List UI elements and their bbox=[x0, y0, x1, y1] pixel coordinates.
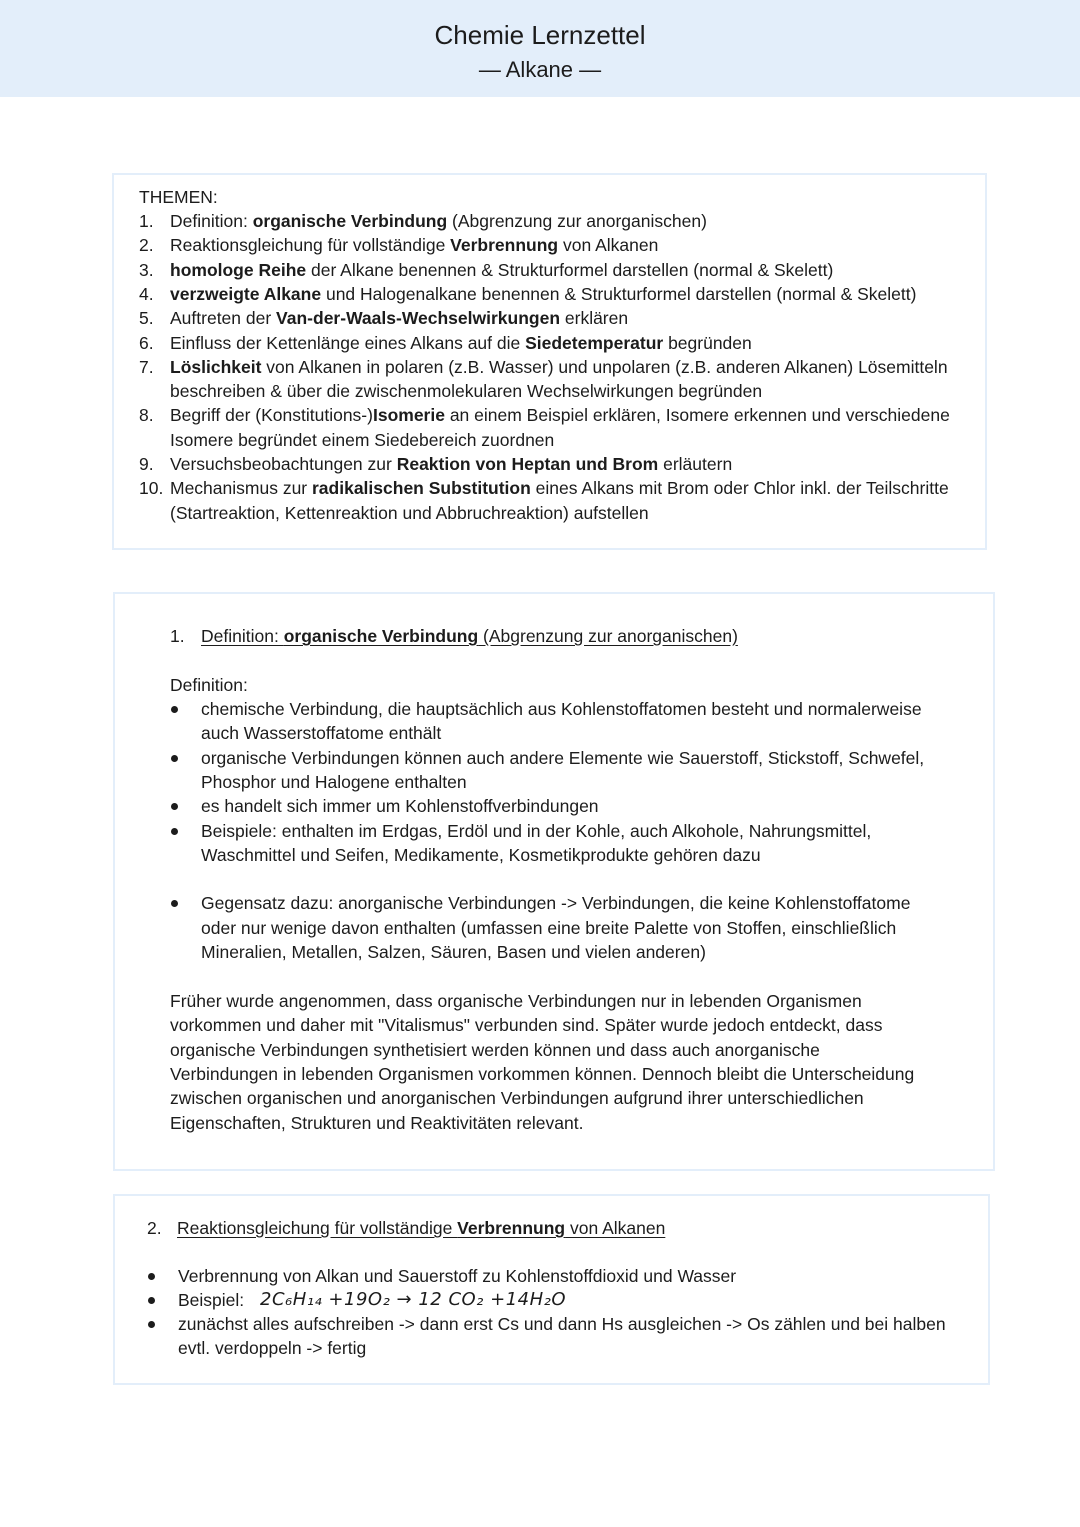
bullet-icon bbox=[148, 1273, 155, 1280]
bullet-icon bbox=[148, 1321, 155, 1328]
handwritten-equation: 2C₆H₁₄ +19O₂ → 12 CO₂ +14H₂O bbox=[260, 1289, 567, 1310]
definition-bullet-line: Phosphor und Halogene enthalten bbox=[201, 771, 467, 792]
example-label: Beispiel: bbox=[178, 1290, 245, 1310]
paragraph-line: Früher wurde angenommen, dass organische Verbindungen nur in lebenden Organismen bbox=[170, 991, 862, 1011]
bullet-icon bbox=[171, 755, 178, 762]
themen-item-number: 1. bbox=[139, 211, 154, 231]
balancing-steps-line2: evtl. verdoppeln -> fertig bbox=[178, 1338, 367, 1358]
themen-item: homologe Reihe der Alkane benennen & Strukturformel darstellen (normal & Skelett) bbox=[170, 259, 834, 280]
bullet-icon bbox=[171, 828, 178, 835]
themen-item-number: 5. bbox=[139, 308, 154, 329]
themen-item-number: 9. bbox=[139, 454, 154, 474]
themen-item-number: 3. bbox=[139, 259, 154, 280]
paragraph-line: Eigenschaften, Strukturen und Reaktivitäten relevant. bbox=[170, 1112, 584, 1133]
themen-heading: THEMEN: bbox=[139, 187, 218, 207]
definition-bullet-line: Gegensatz dazu: anorganische Verbindungen -> Verbindungen, die keine Kohlenstoffatome bbox=[201, 893, 911, 914]
themen-item: Löslichkeit von Alkanen in polaren (z.B. Wasser) und unpolaren (z.B. anderen Alkanen) Lösemitteln bbox=[170, 356, 948, 377]
paragraph-line: zwischen organischen und anorganischen Verbindungen aufgrund ihrer unterschiedlichen bbox=[170, 1088, 864, 1109]
themen-item: Reaktionsgleichung für vollständige Verbrennung von Alkanen bbox=[170, 235, 659, 256]
page-header bbox=[0, 0, 1080, 97]
page-subtitle: — Alkane — bbox=[478, 57, 602, 82]
definition-bullet-line: chemische Verbindung, die hauptsächlich aus Kohlenstoffatomen besteht und normalerweise bbox=[201, 699, 922, 719]
themen-item-number: 6. bbox=[139, 332, 154, 353]
themen-item-continuation: (Startreaktion, Kettenreaktion und Abbruchreaktion) aufstellen bbox=[170, 502, 649, 523]
combustion-description: Verbrennung von Alkan und Sauerstoff zu Kohlenstoffdioxid und Wasser bbox=[178, 1266, 737, 1286]
themen-item: verzweigte Alkane und Halogenalkane benennen & Strukturformel darstellen (normal & Skelett) bbox=[170, 283, 917, 304]
balancing-steps-line1: zunächst alles aufschreiben -> dann erst Cs und dann Hs ausgleichen -> Os zählen und bei halben bbox=[178, 1314, 946, 1334]
themen-item-continuation: beschreiben & über die zwischenmolekularen Wechselwirkungen begründen bbox=[170, 381, 763, 402]
page-title: Chemie Lernzettel bbox=[434, 20, 646, 50]
section1-title: Definition: organische Verbindung (Abgrenzung zur anorganischen) bbox=[201, 626, 738, 646]
themen-item-continuation: Isomere begründet einem Siedebereich zuordnen bbox=[170, 429, 555, 450]
themen-item-number: 4. bbox=[139, 283, 154, 304]
themen-item-number: 10. bbox=[139, 478, 164, 499]
section1-number: 1. bbox=[170, 626, 185, 646]
themen-item: Versuchsbeobachtungen zur Reaktion von Heptan und Brom erläutern bbox=[170, 454, 733, 474]
themen-item: Mechanismus zur radikalischen Substitution eines Alkans mit Brom oder Chlor inkl. der Teilschritte bbox=[170, 478, 949, 499]
paragraph-line: vorkommen und daher mit "Vitalismus" verbunden sind. Später wurde jedoch entdeckt, dass bbox=[170, 1015, 883, 1036]
themen-item-number: 2. bbox=[139, 235, 154, 256]
definition-bullet-line: es handelt sich immer um Kohlenstoffverbindungen bbox=[201, 796, 599, 817]
themen-item: Begriff der (Konstitutions-)Isomerie an einem Beispiel erklären, Isomere erkennen und verschiedene bbox=[170, 405, 950, 426]
themen-item-number: 7. bbox=[139, 356, 154, 377]
bullet-icon bbox=[148, 1297, 155, 1304]
definition-bullet-line: organische Verbindungen können auch andere Elemente wie Sauerstoff, Stickstoff, Schwefel, bbox=[201, 747, 925, 768]
definition-bullet-line: Beispiele: enthalten im Erdgas, Erdöl und in der Kohle, auch Alkohole, Nahrungsmittel, bbox=[201, 820, 872, 841]
themen-item: Auftreten der Van-der-Waals-Wechselwirkungen erklären bbox=[170, 308, 629, 329]
definition-bullet-line: auch Wasserstoffatome enthält bbox=[201, 723, 442, 744]
themen-item: Definition: organische Verbindung (Abgrenzung zur anorganischen) bbox=[170, 211, 707, 231]
definition-bullet-line: Mineralien, Metallen, Salzen, Säuren, Basen und vielen anderen) bbox=[201, 942, 706, 962]
themen-item: Einfluss der Kettenlänge eines Alkans auf die Siedetemperatur begründen bbox=[170, 332, 752, 353]
section2-number: 2. bbox=[147, 1218, 162, 1238]
paragraph-line: organische Verbindungen synthetisiert werden können und dass auch anorganische bbox=[170, 1039, 820, 1060]
section2-title: Reaktionsgleichung für vollständige Verbrennung von Alkanen bbox=[177, 1218, 666, 1238]
themen-item-number: 8. bbox=[139, 405, 154, 426]
definition-label: Definition: bbox=[170, 675, 248, 695]
paragraph-line: Verbindungen in lebenden Organismen vorkommen können. Dennoch bleibt die Unterscheidung bbox=[170, 1063, 915, 1084]
bullet-icon bbox=[171, 706, 178, 713]
definition-bullet-line: oder nur wenige davon enthalten (umfassen eine breite Palette von Stoffen, einschließlich bbox=[201, 917, 897, 938]
definition-bullet-line: Waschmittel und Seifen, Medikamente, Kosmetikprodukte gehören dazu bbox=[201, 844, 761, 865]
